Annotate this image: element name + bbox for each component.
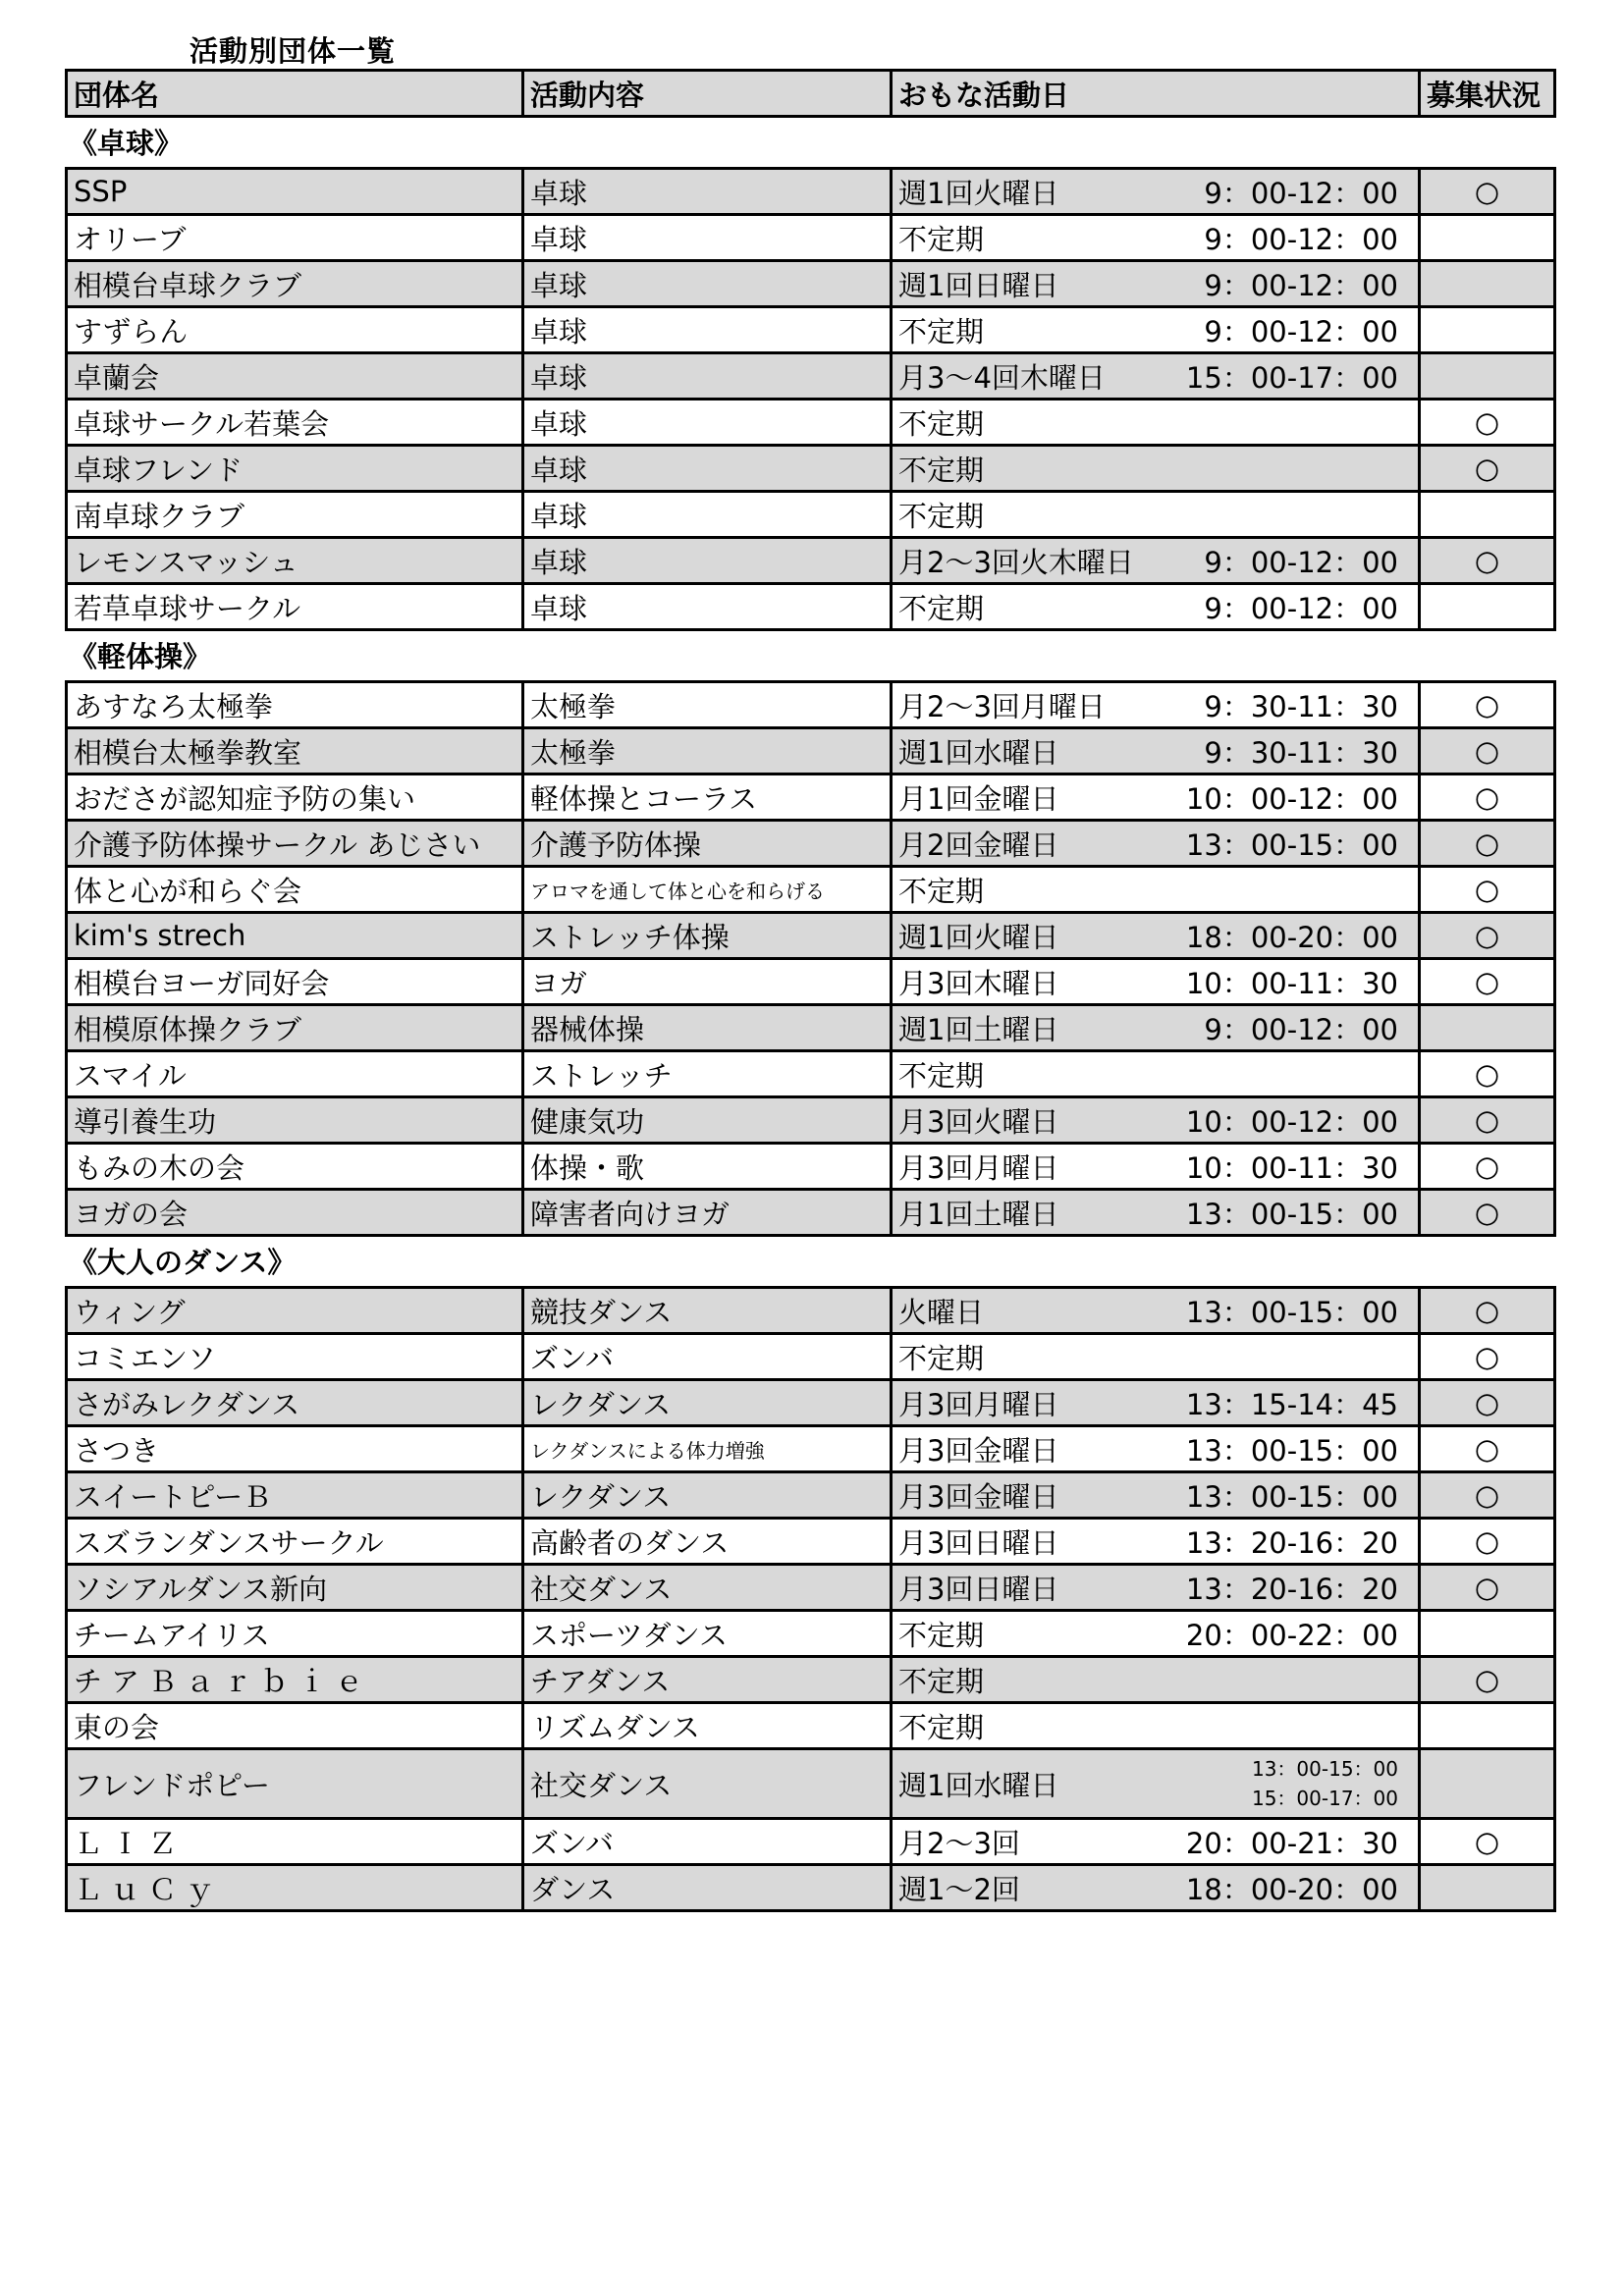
time-range: 20：00-22：00 <box>1185 1618 1398 1652</box>
recruit-status: ○ <box>1420 400 1555 446</box>
activity: 卓球 <box>523 307 892 353</box>
section-table <box>65 680 1556 1237</box>
day: 月1回土曜日 <box>898 1197 1059 1231</box>
group-name: 相模台太極拳教室 <box>67 728 523 774</box>
group-name: SSP <box>67 169 523 215</box>
activity: 卓球 <box>523 353 892 400</box>
table-row <box>67 1334 1555 1380</box>
table-row <box>67 1144 1555 1190</box>
table-row <box>67 682 1555 728</box>
activity: 卓球 <box>523 215 892 261</box>
table-row <box>67 1519 1555 1565</box>
section-table <box>65 1286 1556 1912</box>
group-name: チアＢａｒｂｉｅ <box>67 1657 523 1703</box>
activity: チアダンス <box>523 1657 892 1703</box>
recruit-status: ○ <box>1420 1380 1555 1426</box>
activity: 高齢者のダンス <box>523 1519 892 1565</box>
group-name: 卓球サークル若葉会 <box>67 400 523 446</box>
schedule <box>892 1051 1420 1097</box>
group-name: フレンドポピー <box>67 1749 523 1819</box>
day: 週1回土曜日 <box>898 1012 1059 1046</box>
table-row <box>67 1380 1555 1426</box>
group-name: コミエンソ <box>67 1334 523 1380</box>
table-row <box>67 1819 1555 1865</box>
activity: 卓球 <box>523 169 892 215</box>
recruit-status: ○ <box>1420 1565 1555 1611</box>
group-name: さがみレクダンス <box>67 1380 523 1426</box>
table-row <box>67 728 1555 774</box>
recruit-status: ○ <box>1420 169 1555 215</box>
time-range: 10：00-11：30 <box>1185 1150 1398 1185</box>
schedule <box>892 400 1420 446</box>
schedule <box>892 1657 1420 1703</box>
schedule <box>892 353 1420 400</box>
time-range: 13：20-16：20 <box>1185 1525 1398 1560</box>
time-range: 9：30-11：30 <box>1204 689 1398 723</box>
time-range: 13：00-15：00 <box>1185 1433 1398 1468</box>
day: 月3回金曜日 <box>898 1479 1059 1514</box>
table-row <box>67 1749 1555 1819</box>
schedule <box>892 169 1420 215</box>
day: 月1回金曜日 <box>898 781 1059 816</box>
group-name: 若草卓球サークル <box>67 584 523 630</box>
time-range: 13：00-15：00 <box>1185 1197 1398 1231</box>
day: 週1～2回 <box>898 1872 1020 1906</box>
day: 月3回日曜日 <box>898 1572 1059 1606</box>
day: 月2～3回月曜日 <box>898 689 1106 723</box>
recruit-status: ○ <box>1420 1144 1555 1190</box>
recruit-status <box>1420 1865 1555 1911</box>
activity: ダンス <box>523 1865 892 1911</box>
activity: 介護予防体操 <box>523 821 892 867</box>
table-row <box>67 1611 1555 1657</box>
recruit-status: ○ <box>1420 959 1555 1005</box>
section-label: 《軽体操》 <box>69 640 212 673</box>
table-row <box>67 492 1555 538</box>
group-name: すずらん <box>67 307 523 353</box>
group-name: オリーブ <box>67 215 523 261</box>
table-row <box>67 959 1555 1005</box>
activity: スポーツダンス <box>523 1611 892 1657</box>
table-row <box>67 1865 1555 1911</box>
schedule <box>892 1005 1420 1051</box>
time-range: 9：30-11：30 <box>1204 735 1398 770</box>
group-name: ＬｕＣｙ <box>67 1865 523 1911</box>
schedule <box>892 538 1420 584</box>
group-name: スイートピーＢ <box>67 1472 523 1519</box>
schedule <box>892 1426 1420 1472</box>
activity: 太極拳 <box>523 728 892 774</box>
table-row <box>67 1051 1555 1097</box>
activity: 障害者向けヨガ <box>523 1190 892 1236</box>
recruit-status: ○ <box>1420 538 1555 584</box>
time-range: 15：00-17：00 <box>1185 360 1398 395</box>
time-range: 13：15-14：45 <box>1185 1387 1398 1421</box>
recruit-status <box>1420 1703 1555 1749</box>
group-name: ヨガの会 <box>67 1190 523 1236</box>
table-row <box>67 774 1555 821</box>
recruit-status: ○ <box>1420 1190 1555 1236</box>
day: 月3回金曜日 <box>898 1433 1059 1468</box>
activity: 卓球 <box>523 261 892 307</box>
group-name: スマイル <box>67 1051 523 1097</box>
header-recruit: 募集状況 <box>1420 71 1555 117</box>
activity: 卓球 <box>523 492 892 538</box>
table-header <box>67 71 1555 117</box>
day: 週1回水曜日 <box>898 735 1059 770</box>
activity: ストレッチ <box>523 1051 892 1097</box>
day: 月2～3回火木曜日 <box>898 545 1134 579</box>
group-name: ＬＩＺ <box>67 1819 523 1865</box>
day: 月3回木曜日 <box>898 966 1059 1000</box>
day: 不定期 <box>898 1664 985 1698</box>
group-name: スズランダンスサークル <box>67 1519 523 1565</box>
activity: 卓球 <box>523 446 892 492</box>
time-range: 10：00-11：30 <box>1185 966 1398 1000</box>
recruit-status: ○ <box>1420 1097 1555 1144</box>
time-range: 9：00-12：00 <box>1204 314 1398 348</box>
time-range: 13：00-15：00 <box>1185 1479 1398 1514</box>
time-range: 13：00-15：00 <box>1251 1757 1398 1781</box>
schedule <box>892 1819 1420 1865</box>
time-range: 9：00-12：00 <box>1204 1012 1398 1046</box>
schedule <box>892 959 1420 1005</box>
section-table <box>65 167 1556 631</box>
table-row <box>67 821 1555 867</box>
day: 不定期 <box>898 406 985 441</box>
activity: レクダンス <box>523 1472 892 1519</box>
schedule <box>892 261 1420 307</box>
schedule <box>892 1519 1420 1565</box>
recruit-status: ○ <box>1420 682 1555 728</box>
schedule <box>892 492 1420 538</box>
recruit-status <box>1420 584 1555 630</box>
group-list-sheet <box>65 69 1553 1912</box>
day: 月3回月曜日 <box>898 1387 1059 1421</box>
schedule <box>892 728 1420 774</box>
recruit-status <box>1420 307 1555 353</box>
recruit-status <box>1420 215 1555 261</box>
table-row <box>67 1657 1555 1703</box>
schedule <box>892 1611 1420 1657</box>
recruit-status: ○ <box>1420 821 1555 867</box>
recruit-status <box>1420 353 1555 400</box>
group-name: ソシアルダンス新向 <box>67 1565 523 1611</box>
schedule <box>892 1380 1420 1426</box>
section-label: 《卓球》 <box>69 127 184 160</box>
sections <box>65 118 1553 1912</box>
activity: 軽体操とコーラス <box>523 774 892 821</box>
table-row <box>67 584 1555 630</box>
header-name: 団体名 <box>67 71 523 117</box>
header-activity: 活動内容 <box>523 71 892 117</box>
group-name: もみの木の会 <box>67 1144 523 1190</box>
recruit-status: ○ <box>1420 1426 1555 1472</box>
schedule <box>892 774 1420 821</box>
table-row <box>67 1005 1555 1051</box>
group-name: 相模原体操クラブ <box>67 1005 523 1051</box>
recruit-status: ○ <box>1420 867 1555 913</box>
time-range: 9：00-12：00 <box>1204 591 1398 625</box>
group-name: あすなろ太極拳 <box>67 682 523 728</box>
table-row <box>67 261 1555 307</box>
day: 月3回火曜日 <box>898 1104 1059 1139</box>
day: 月2回金曜日 <box>898 828 1059 862</box>
day: 火曜日 <box>898 1295 985 1329</box>
table-row <box>67 169 1555 215</box>
day: 不定期 <box>898 1341 985 1375</box>
schedule <box>892 307 1420 353</box>
activity: レクダンスによる体力増強 <box>523 1426 892 1472</box>
recruit-status <box>1420 1005 1555 1051</box>
recruit-status: ○ <box>1420 1819 1555 1865</box>
header-days: おもな活動日 <box>892 71 1420 117</box>
table-row <box>67 1097 1555 1144</box>
day: 週1回水曜日 <box>898 1768 1059 1802</box>
recruit-status: ○ <box>1420 1472 1555 1519</box>
group-name: 相模台ヨーガ同好会 <box>67 959 523 1005</box>
group-name: kim's strech <box>67 913 523 959</box>
time-range-2: 15：00-17：00 <box>1251 1787 1398 1810</box>
schedule <box>892 1288 1420 1334</box>
table-row <box>67 867 1555 913</box>
group-name: 卓球フレンド <box>67 446 523 492</box>
time-range: 9：00-12：00 <box>1204 176 1398 210</box>
schedule <box>892 821 1420 867</box>
activity: ストレッチ体操 <box>523 913 892 959</box>
day: 不定期 <box>898 591 985 625</box>
activity: ヨガ <box>523 959 892 1005</box>
schedule <box>892 1703 1420 1749</box>
day: 週1回火曜日 <box>898 920 1059 954</box>
page-title: 活動別団体一覧 <box>189 34 397 68</box>
activity: 健康気功 <box>523 1097 892 1144</box>
activity: 卓球 <box>523 538 892 584</box>
table-row <box>67 353 1555 400</box>
day: 不定期 <box>898 453 985 487</box>
group-name: 南卓球クラブ <box>67 492 523 538</box>
activity: 体操・歌 <box>523 1144 892 1190</box>
day: 不定期 <box>898 499 985 533</box>
day: 週1回火曜日 <box>898 176 1059 210</box>
time-range: 20：00-21：30 <box>1185 1826 1398 1860</box>
activity: リズムダンス <box>523 1703 892 1749</box>
schedule <box>892 215 1420 261</box>
recruit-status <box>1420 492 1555 538</box>
group-name: 卓蘭会 <box>67 353 523 400</box>
recruit-status: ○ <box>1420 446 1555 492</box>
time-range: 13：00-15：00 <box>1185 828 1398 862</box>
schedule <box>892 1472 1420 1519</box>
group-name: 体と心が和らぐ会 <box>67 867 523 913</box>
day: 週1回日曜日 <box>898 268 1059 302</box>
section-label: 《大人のダンス》 <box>69 1246 297 1279</box>
schedule <box>892 446 1420 492</box>
group-name: おださが認知症予防の集い <box>67 774 523 821</box>
time-range: 9：00-12：00 <box>1204 268 1398 302</box>
table-row <box>67 1288 1555 1334</box>
day: 月3～4回木曜日 <box>898 360 1106 395</box>
table-row <box>67 446 1555 492</box>
table-row <box>67 400 1555 446</box>
recruit-status: ○ <box>1420 728 1555 774</box>
table-row <box>67 215 1555 261</box>
time-range: 9：00-12：00 <box>1204 222 1398 256</box>
time-range: 10：00-12：00 <box>1185 781 1398 816</box>
day: 不定期 <box>898 314 985 348</box>
schedule <box>892 1565 1420 1611</box>
schedule <box>892 1334 1420 1380</box>
recruit-status: ○ <box>1420 774 1555 821</box>
time-range: 13：00-15：00 <box>1185 1295 1398 1329</box>
activity: 卓球 <box>523 400 892 446</box>
activity: ズンバ <box>523 1819 892 1865</box>
activity: 競技ダンス <box>523 1288 892 1334</box>
group-name: チームアイリス <box>67 1611 523 1657</box>
activity: 太極拳 <box>523 682 892 728</box>
schedule <box>892 913 1420 959</box>
recruit-status <box>1420 1611 1555 1657</box>
activity: 卓球 <box>523 584 892 630</box>
activity: レクダンス <box>523 1380 892 1426</box>
recruit-status: ○ <box>1420 1519 1555 1565</box>
schedule <box>892 682 1420 728</box>
table-row <box>67 307 1555 353</box>
day: 不定期 <box>898 1710 985 1744</box>
table-row <box>67 913 1555 959</box>
group-name: 相模台卓球クラブ <box>67 261 523 307</box>
day: 月3回日曜日 <box>898 1525 1059 1560</box>
group-name: 導引養生功 <box>67 1097 523 1144</box>
schedule <box>892 584 1420 630</box>
recruit-status: ○ <box>1420 1334 1555 1380</box>
day: 月3回月曜日 <box>898 1150 1059 1185</box>
activity: ズンバ <box>523 1334 892 1380</box>
table-row <box>67 1190 1555 1236</box>
day: 不定期 <box>898 1058 985 1093</box>
recruit-status: ○ <box>1420 1051 1555 1097</box>
schedule <box>892 1144 1420 1190</box>
recruit-status: ○ <box>1420 913 1555 959</box>
time-range: 10：00-12：00 <box>1185 1104 1398 1139</box>
group-name: 介護予防体操サークル あじさい <box>67 821 523 867</box>
group-name: 東の会 <box>67 1703 523 1749</box>
time-range: 18：00-20：00 <box>1185 920 1398 954</box>
table-row <box>67 1426 1555 1472</box>
recruit-status: ○ <box>1420 1657 1555 1703</box>
time-range: 13：20-16：20 <box>1185 1572 1398 1606</box>
time-range: 18：00-20：00 <box>1185 1872 1398 1906</box>
day: 不定期 <box>898 222 985 256</box>
group-name: ウィング <box>67 1288 523 1334</box>
day: 不定期 <box>898 1618 985 1652</box>
group-name: レモンスマッシュ <box>67 538 523 584</box>
activity: アロマを通して体と心を和らげる <box>523 867 892 913</box>
recruit-status: ○ <box>1420 1288 1555 1334</box>
table-row <box>67 538 1555 584</box>
activity: 社交ダンス <box>523 1749 892 1819</box>
group-name: さつき <box>67 1426 523 1472</box>
schedule <box>892 1865 1420 1911</box>
table-row <box>67 1472 1555 1519</box>
schedule <box>892 867 1420 913</box>
table-row <box>67 1565 1555 1611</box>
table-row <box>67 1703 1555 1749</box>
recruit-status <box>1420 1749 1555 1819</box>
schedule <box>892 1097 1420 1144</box>
schedule <box>892 1749 1420 1819</box>
day: 月2～3回 <box>898 1826 1020 1860</box>
activity: 器械体操 <box>523 1005 892 1051</box>
schedule <box>892 1190 1420 1236</box>
day: 不定期 <box>898 874 985 908</box>
activity: 社交ダンス <box>523 1565 892 1611</box>
time-range: 9：00-12：00 <box>1204 545 1398 579</box>
header-table <box>65 69 1556 118</box>
recruit-status <box>1420 261 1555 307</box>
